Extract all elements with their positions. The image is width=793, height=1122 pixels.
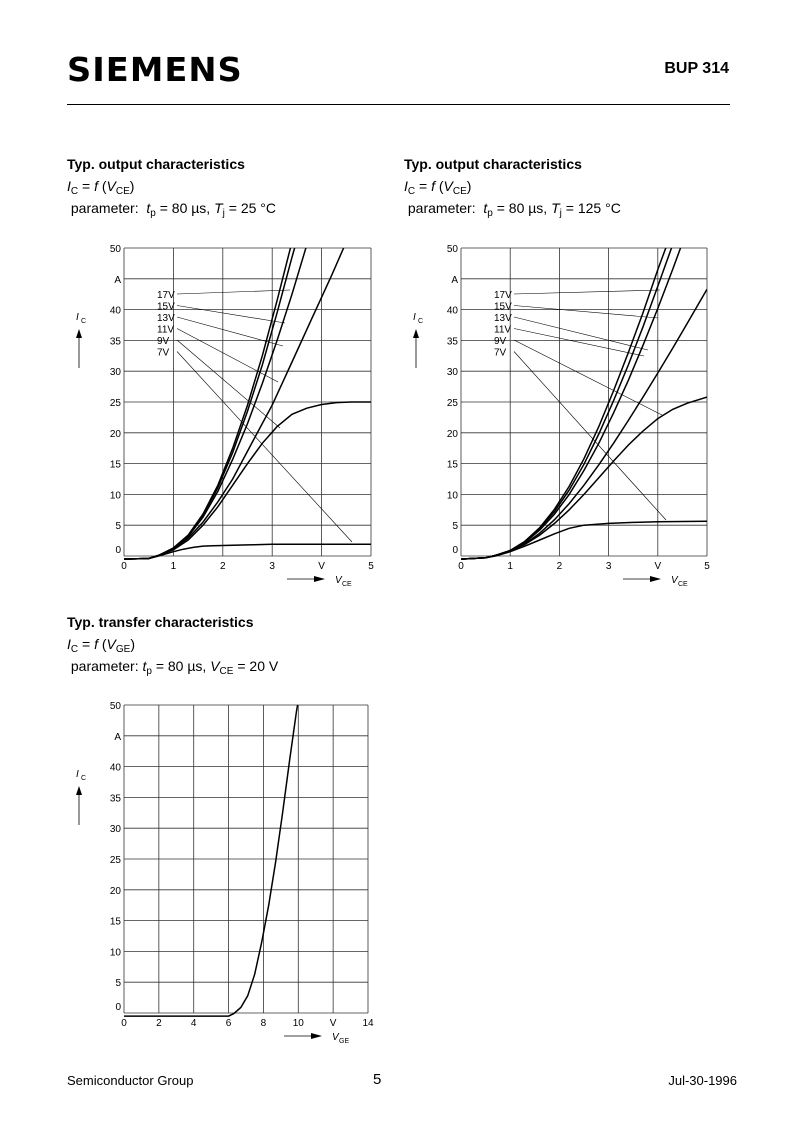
func-lhs: I [67,636,71,652]
param-tp-val: = 80 µs, [155,200,215,216]
footer-left: Semiconductor Group [67,1073,194,1088]
x-axis-label: V [671,575,678,586]
x-tick-label: 14 [362,1018,374,1029]
x-tick-label: 1 [170,561,177,572]
x-tick-label: 4 [190,1018,197,1029]
curve-label-15V: 15V [157,301,175,313]
x-axis-arrowhead [311,1033,322,1039]
part-number: BUP 314 [664,60,729,77]
y-axis-label: I [413,312,416,323]
y-tick-label: 10 [446,490,458,502]
y-tick-label: 40 [446,305,458,317]
y-axis-label-sub: C [418,318,424,325]
y-tick-label: 20 [446,428,458,440]
param-label: parameter: [70,658,139,674]
param-tp-sub: p [146,666,152,677]
chart3-title: Typ. transfer characteristics [67,614,254,630]
param-2-val: = 20 V [233,658,279,674]
func-lhs-sub: C [70,186,79,197]
y-tick-label: 20 [109,428,121,440]
func-arg: V [443,178,453,194]
chart1-title: Typ. output characteristics [67,156,245,172]
y-tick-label: 50 [109,244,121,255]
param-tp-val: = 80 µs, [151,658,211,674]
param-tp-sub: p [487,208,493,219]
x-axis-label-sub: CE [678,581,688,588]
param-tp: t [146,200,151,216]
y-tick-label: 30 [109,367,121,379]
chart3-function: $I_C = f$ $(V_{GE})$ [67,636,136,655]
y-tick-label: 35 [109,336,121,348]
func-f: f [94,636,98,652]
func-arg-sub: CE [115,186,130,197]
curve-label-13V: 13V [157,313,175,324]
x-tick-label: 2 [220,561,226,572]
y-tick-label: 50 [109,701,121,712]
y-tick-label: A [114,274,121,286]
param-tp: t [142,658,147,674]
func-lhs: I [67,178,71,194]
x-tick-label: V [318,561,325,572]
x-tick-label: 1 [507,561,513,572]
x-tick-label: V [329,1018,337,1029]
chart1-function: $I_C = f$ $(V_{CE})$ [67,178,135,197]
y-axis-label: I [76,312,79,323]
x-tick-label: 8 [260,1018,267,1029]
curve-label-9V: 9V [494,336,507,347]
x-tick-label: V [654,561,662,572]
page-number: 5 [373,1071,382,1088]
param-label: parameter: [407,200,476,216]
y-tick-label: 5 [115,521,121,533]
func-f: f [94,178,98,194]
series-line-IC [124,680,302,1016]
y-axis-arrowhead [76,786,82,795]
curve-label-7V: 7V [494,347,507,359]
y-tick-label: 0 [115,1002,121,1013]
curve-label-13V: 13V [494,313,512,324]
y-axis-label-sub: C [81,318,87,325]
x-axis-label: V [335,575,342,586]
param-2-val: = 25 °C [224,200,277,216]
param-2: T [551,200,560,216]
y-tick-label: 40 [109,305,121,317]
param-2: V [210,658,220,674]
x-tick-label: 0 [121,1018,127,1029]
y-tick-label: 0 [452,545,458,556]
curve-label-11V: 11V [157,324,175,336]
x-tick-label: 2 [156,1018,162,1029]
y-tick-label: 40 [109,762,121,774]
chart2-function: $I_C = f$ $(V_{CE})$ [404,178,472,197]
param-tp-sub: p [150,208,156,219]
y-tick-label: 50 [446,244,458,255]
x-tick-label: 6 [225,1018,232,1029]
curve-label-17V: 17V [157,290,175,301]
x-axis-label: V [332,1032,339,1043]
y-tick-label: 10 [109,947,121,959]
y-tick-label: 30 [446,367,458,379]
curve-label-9V: 9V [157,336,170,347]
curve-label-17V: 17V [494,290,512,301]
y-tick-label: 15 [109,459,121,471]
func-lhs-sub: C [70,644,79,655]
y-tick-label: 30 [109,824,121,836]
y-tick-label: 20 [109,885,121,897]
param-2: T [214,200,223,216]
x-tick-label: 0 [458,561,464,572]
curve-label-7V: 7V [157,347,170,359]
y-tick-label: 0 [115,545,121,556]
footer-date: Jul-30-1996 [668,1073,737,1088]
curve-label-15V: 15V [494,301,512,313]
x-tick-label: 5 [704,561,710,572]
y-axis-label-sub: C [81,775,87,782]
y-tick-label: 35 [446,336,458,348]
func-arg-sub: GE [115,644,131,655]
siemens-logo: SIEMENS [67,50,243,89]
param-2-sub: CE [219,666,234,677]
y-tick-label: 5 [115,978,121,990]
y-axis-label: I [76,769,79,780]
param-2-sub: j [222,208,225,219]
x-axis-label-sub: CE [342,581,352,588]
param-tp: t [483,200,488,216]
x-tick-label: 3 [269,561,275,572]
func-lhs: I [404,178,408,194]
y-tick-label: 25 [109,855,121,866]
func-arg-sub: CE [452,186,467,197]
param-2-val: = 125 °C [561,200,621,216]
y-tick-label: 15 [109,916,121,928]
param-tp-val: = 80 µs, [492,200,552,216]
curve-label-11V: 11V [494,324,512,336]
func-arg: V [106,178,116,194]
x-tick-label: 0 [121,561,127,572]
y-tick-label: 35 [109,793,121,805]
func-arg: V [106,636,116,652]
chart2-title: Typ. output characteristics [404,156,582,172]
func-eq: = [78,636,95,652]
y-tick-label: 10 [109,490,121,502]
x-tick-label: 2 [556,561,563,572]
y-tick-label: A [114,731,121,743]
param-2-sub: j [559,208,562,219]
y-tick-label: A [451,274,458,286]
x-tick-label: 5 [368,561,374,572]
x-tick-label: 3 [605,561,612,572]
y-tick-label: 25 [109,398,121,409]
x-axis-label-sub: GE [339,1038,350,1045]
x-tick-label: 10 [292,1018,304,1029]
func-eq: = [78,178,95,194]
y-tick-label: 25 [446,398,458,409]
param-label: parameter: [70,200,139,216]
func-lhs-sub: C [407,186,416,197]
y-tick-label: 5 [452,521,458,533]
func-eq: = [415,178,432,194]
func-f: f [431,178,435,194]
y-tick-label: 15 [446,459,458,471]
